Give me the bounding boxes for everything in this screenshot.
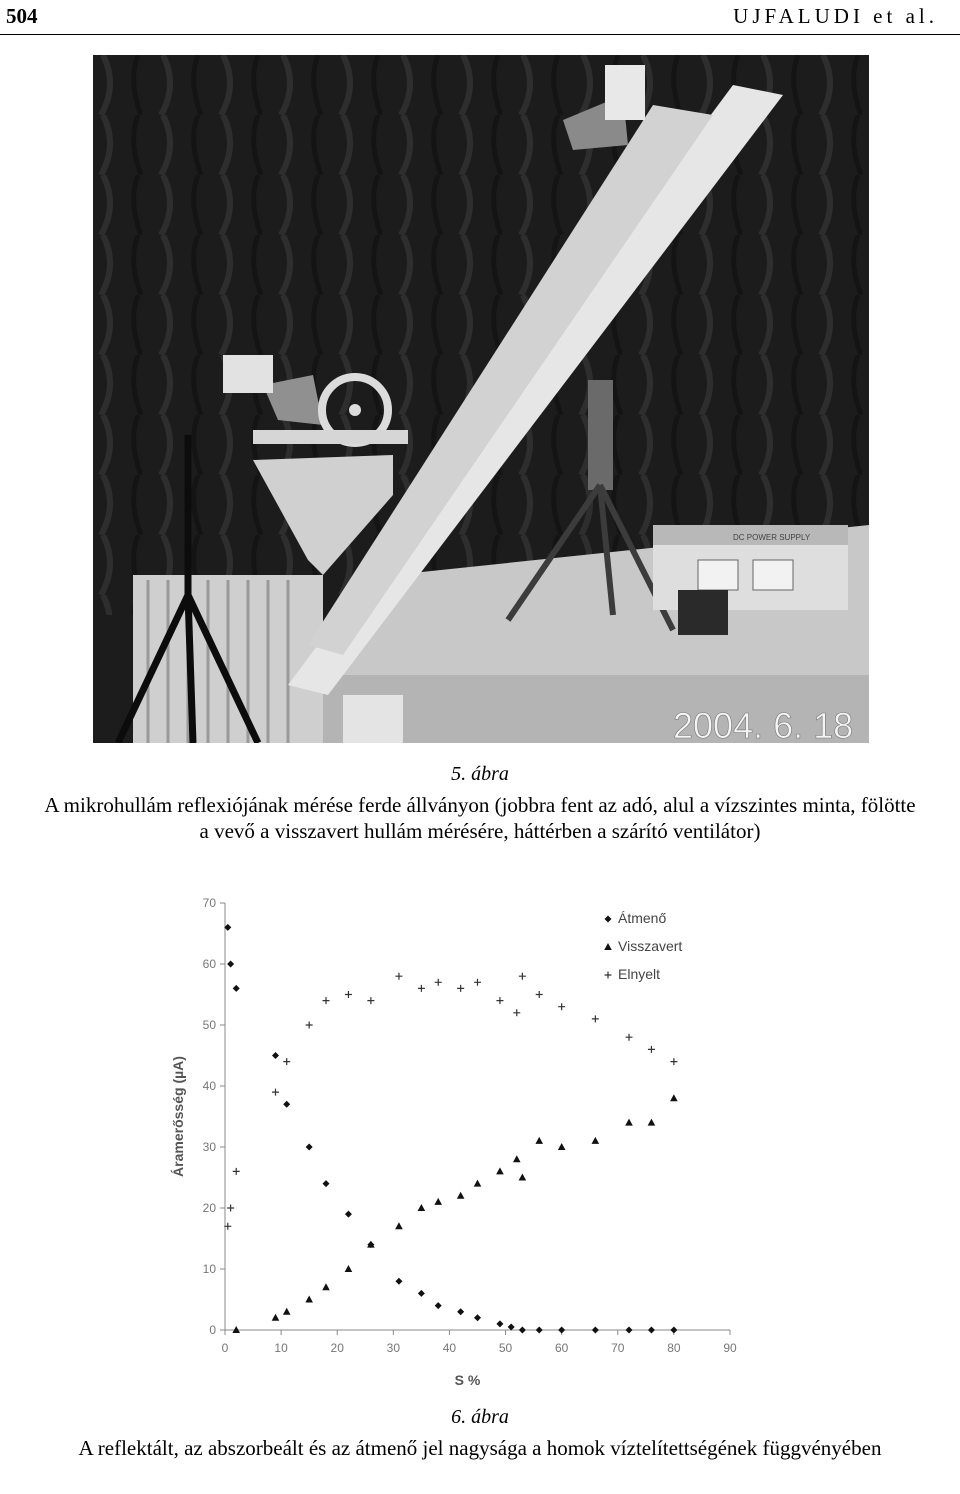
data-point-plus — [474, 979, 481, 986]
x-tick-label: 90 — [723, 1341, 737, 1355]
data-point-triangle — [474, 1180, 482, 1187]
data-point-plus — [227, 1205, 234, 1212]
data-point-diamond — [519, 1327, 526, 1334]
legend-marker-triangle — [604, 943, 612, 950]
figure-5-caption: A mikrohullám reflexiójának mérése ferde állványon (jobbra fent az adó, alul a vízszintes minta, fölötte a vevő a visszavert hullám mérésére, háttérben a szárító ventilátor) — [44, 793, 916, 843]
data-point-diamond — [457, 1308, 464, 1315]
y-tick-label: 40 — [202, 1079, 216, 1093]
legend-label: Elnyelt — [618, 966, 661, 982]
data-point-triangle — [418, 1204, 426, 1211]
x-tick-label: 80 — [667, 1341, 681, 1355]
y-tick-label: 60 — [202, 957, 216, 971]
legend-marker-plus — [605, 972, 612, 979]
data-point-triangle — [592, 1137, 600, 1144]
data-point-diamond — [496, 1320, 503, 1327]
data-point-diamond — [283, 1101, 290, 1108]
data-point-plus — [592, 1015, 599, 1022]
experiment-photo — [93, 55, 869, 743]
figure-6-caption: A reflektált, az abszorbeált és az átmenő jel nagysága a homok víztelítettségének függvényében — [78, 1436, 882, 1460]
data-point-diamond — [233, 985, 240, 992]
page-number: 504 — [6, 4, 38, 28]
data-point-triangle — [513, 1155, 521, 1162]
data-point-diamond — [670, 1327, 677, 1334]
data-point-diamond — [272, 1052, 279, 1059]
y-tick-label: 10 — [202, 1262, 216, 1276]
x-tick-label: 60 — [554, 1341, 569, 1355]
data-point-plus — [435, 979, 442, 986]
data-point-plus — [648, 1046, 655, 1053]
data-point-triangle — [272, 1314, 280, 1321]
x-tick-label: 50 — [498, 1341, 513, 1355]
date-stamp: 2004. 6. 18 — [673, 705, 854, 743]
y-axis-title: Áramerősség (µA) — [170, 1056, 186, 1177]
figure-6-label: 6. ábra — [451, 1406, 509, 1428]
data-point-plus — [626, 1034, 633, 1041]
y-tick-label: 70 — [202, 896, 216, 910]
data-point-triangle — [283, 1308, 291, 1315]
data-point-plus — [283, 1058, 290, 1065]
data-point-diamond — [558, 1327, 565, 1334]
data-point-diamond — [395, 1278, 402, 1285]
data-point-triangle — [558, 1143, 566, 1150]
data-point-triangle — [535, 1137, 543, 1144]
data-point-plus — [233, 1168, 240, 1175]
legend-marker-diamond — [605, 916, 612, 923]
data-point-diamond — [418, 1290, 425, 1297]
data-point-plus — [367, 997, 374, 1004]
data-point-diamond — [536, 1327, 543, 1334]
data-point-plus — [670, 1058, 677, 1065]
data-point-diamond — [592, 1327, 599, 1334]
data-point-plus — [519, 973, 526, 980]
x-tick-label: 20 — [330, 1341, 344, 1355]
data-point-diamond — [306, 1144, 313, 1151]
legend-label: Visszavert — [618, 938, 683, 954]
x-tick-label: 0 — [221, 1341, 229, 1355]
data-point-diamond — [227, 961, 234, 968]
data-point-diamond — [648, 1327, 655, 1334]
legend-label: Átmenő — [618, 910, 667, 926]
data-point-diamond — [345, 1211, 352, 1218]
running-header — [0, 0, 960, 35]
y-tick-label: 0 — [209, 1323, 216, 1337]
power-supply-label: DC POWER SUPPLY — [733, 533, 811, 542]
data-point-plus — [323, 997, 330, 1004]
data-point-triangle — [496, 1167, 504, 1174]
data-point-plus — [418, 985, 425, 992]
data-point-plus — [496, 997, 503, 1004]
data-point-triangle — [322, 1283, 330, 1290]
data-point-plus — [345, 991, 352, 998]
data-point-plus — [536, 991, 543, 998]
x-tick-label: 70 — [611, 1341, 625, 1355]
x-tick-label: 30 — [386, 1341, 401, 1355]
scatter-chart — [150, 885, 750, 1395]
x-tick-label: 40 — [442, 1341, 457, 1355]
data-point-triangle — [434, 1198, 442, 1205]
data-point-plus — [395, 973, 402, 980]
data-point-triangle — [519, 1174, 527, 1181]
x-tick-label: 10 — [274, 1341, 288, 1355]
y-tick-label: 50 — [202, 1018, 216, 1032]
running-head: UJFALUDI et al. — [733, 4, 938, 28]
data-point-diamond — [474, 1314, 481, 1321]
data-point-diamond — [435, 1302, 442, 1309]
data-point-plus — [513, 1009, 520, 1016]
x-axis-title: S % — [454, 1372, 481, 1388]
data-point-triangle — [625, 1119, 633, 1126]
data-point-diamond — [323, 1180, 330, 1187]
y-tick-label: 20 — [202, 1201, 216, 1215]
data-point-triangle — [457, 1192, 465, 1199]
data-point-plus — [272, 1089, 279, 1096]
data-point-triangle — [305, 1296, 313, 1303]
data-point-plus — [306, 1022, 313, 1029]
data-point-triangle — [648, 1119, 656, 1126]
data-point-diamond — [626, 1327, 633, 1334]
data-point-triangle — [345, 1265, 353, 1272]
data-point-plus — [457, 985, 464, 992]
data-point-plus — [558, 1003, 565, 1010]
data-point-triangle — [395, 1222, 403, 1229]
data-point-diamond — [508, 1323, 515, 1330]
figure-5-label: 5. ábra — [451, 763, 509, 785]
data-point-triangle — [670, 1094, 678, 1101]
y-tick-label: 30 — [202, 1140, 216, 1154]
